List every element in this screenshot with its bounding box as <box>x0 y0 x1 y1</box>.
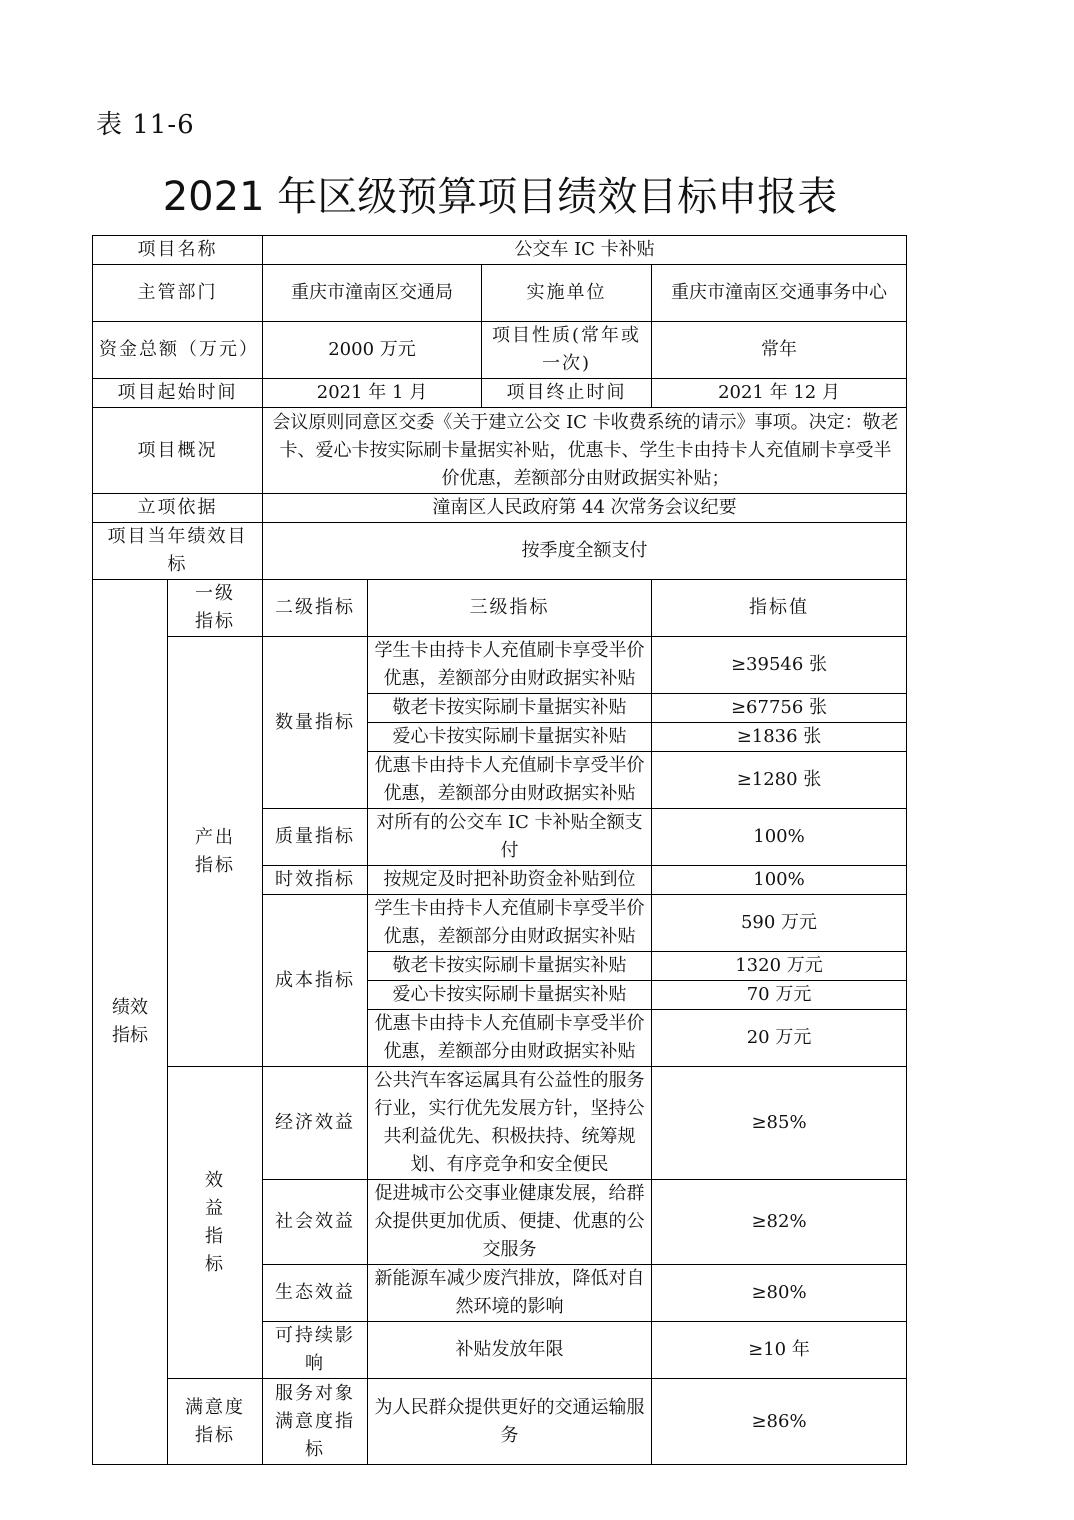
indicator-text: 为人民群众提供更好的交通运输服务 <box>368 1379 652 1465</box>
overview-row <box>93 408 907 494</box>
funds-label: 资金总额（万元） <box>93 322 263 379</box>
basis-row <box>93 494 907 523</box>
indicator-value: ≥82% <box>652 1180 907 1265</box>
table-row <box>93 637 907 694</box>
indicator-value: ≥67756 张 <box>652 694 907 723</box>
document-title: 2021 年区级预算项目绩效目标申报表 <box>162 174 838 220</box>
indicator-text: 学生卡由持卡人充值刷卡享受半价优惠，差额部分由财政据实补贴 <box>368 637 652 694</box>
start-value: 2021 年 1 月 <box>263 379 482 408</box>
level1-header: 一级指标 <box>168 580 263 637</box>
basis-value: 潼南区人民政府第 44 次常务会议纪要 <box>263 494 907 523</box>
project-name-row <box>93 236 907 265</box>
indicator-text: 公共汽车客运属具有公益性的服务行业，实行优先发展方针，坚持公共利益优先、积极扶持、统筹规划、有序竞争和安全便民 <box>368 1067 652 1180</box>
indicator-text: 爱心卡按实际刷卡量据实补贴 <box>368 981 652 1010</box>
economic-benefit-label: 经济效益 <box>263 1067 368 1180</box>
indicator-text: 优惠卡由持卡人充值刷卡享受半价优惠，差额部分由财政据实补贴 <box>368 1010 652 1067</box>
indicator-value: 590 万元 <box>652 895 907 952</box>
unit-value: 重庆市潼南区交通事务中心 <box>652 265 907 322</box>
social-benefit-label: 社会效益 <box>263 1180 368 1265</box>
table-row <box>93 1067 907 1180</box>
period-row <box>93 379 907 408</box>
indicator-value: 70 万元 <box>652 981 907 1010</box>
indicator-value: 1320 万元 <box>652 952 907 981</box>
start-label: 项目起始时间 <box>93 379 263 408</box>
indicator-text: 敬老卡按实际刷卡量据实补贴 <box>368 694 652 723</box>
overview-label: 项目概况 <box>93 408 263 494</box>
level3-header: 三级指标 <box>368 580 652 637</box>
indicator-value: ≥10 年 <box>652 1322 907 1379</box>
indicator-value: 20 万元 <box>652 1010 907 1067</box>
performance-indicators-label: 绩效指标 <box>93 580 168 1465</box>
funds-row <box>93 322 907 379</box>
indicator-header-row <box>93 580 907 637</box>
level2-header: 二级指标 <box>263 580 368 637</box>
annual-goal-row <box>93 523 907 580</box>
project-name-label: 项目名称 <box>93 236 263 265</box>
indicator-text: 按规定及时把补助资金补贴到位 <box>368 866 652 895</box>
output-indicators-label: 产出指标 <box>168 637 263 1067</box>
ecological-benefit-label: 生态效益 <box>263 1265 368 1322</box>
indicator-text: 敬老卡按实际刷卡量据实补贴 <box>368 952 652 981</box>
benefit-indicators-label: 效益指标 <box>168 1067 263 1379</box>
indicator-text: 促进城市公交事业健康发展，给群众提供更加优质、便捷、优惠的公交服务 <box>368 1180 652 1265</box>
end-label: 项目终止时间 <box>482 379 652 408</box>
quality-indicator-label: 质量指标 <box>263 809 368 866</box>
indicator-value: ≥1836 张 <box>652 723 907 752</box>
indicator-value: ≥86% <box>652 1379 907 1465</box>
overview-text: 会议原则同意区交委《关于建立公交 IC 卡收费系统的请示》事项。决定：敬老卡、爱心卡按实际刷卡量据实补贴，优惠卡、学生卡由持卡人充值刷卡享受半价优惠，差额部分由财政据实补贴； <box>263 408 907 494</box>
table-number: 表 11-6 <box>96 110 195 140</box>
dept-value: 重庆市潼南区交通局 <box>263 265 482 322</box>
quantity-indicator-label: 数量指标 <box>263 637 368 809</box>
basis-label: 立项依据 <box>93 494 263 523</box>
end-value: 2021 年 12 月 <box>652 379 907 408</box>
indicator-text: 爱心卡按实际刷卡量据实补贴 <box>368 723 652 752</box>
unit-label: 实施单位 <box>482 265 652 322</box>
nature-label: 项目性质(常年或一次) <box>482 322 652 379</box>
value-header: 指标值 <box>652 580 907 637</box>
indicator-text: 学生卡由持卡人充值刷卡享受半价优惠，差额部分由财政据实补贴 <box>368 895 652 952</box>
indicator-text: 对所有的公交车 IC 卡补贴全额支付 <box>368 809 652 866</box>
service-satisfaction-label: 服务对象满意度指标 <box>263 1379 368 1465</box>
nature-value: 常年 <box>652 322 907 379</box>
timeliness-indicator-label: 时效指标 <box>263 866 368 895</box>
project-name-value: 公交车 IC 卡补贴 <box>263 236 907 265</box>
sustainable-impact-label: 可持续影响 <box>263 1322 368 1379</box>
indicator-value: ≥1280 张 <box>652 752 907 809</box>
annual-goal-value: 按季度全额支付 <box>263 523 907 580</box>
indicator-value: 100% <box>652 866 907 895</box>
funds-value: 2000 万元 <box>263 322 482 379</box>
department-row <box>93 265 907 322</box>
satisfaction-indicators-label: 满意度指标 <box>168 1379 263 1465</box>
annual-goal-label: 项目当年绩效目标 <box>93 523 263 580</box>
indicator-text: 新能源车减少废汽排放，降低对自然环境的影响 <box>368 1265 652 1322</box>
indicator-value: 100% <box>652 809 907 866</box>
indicator-text: 补贴发放年限 <box>368 1322 652 1379</box>
table-row <box>93 1379 907 1465</box>
indicator-text: 优惠卡由持卡人充值刷卡享受半价优惠，差额部分由财政据实补贴 <box>368 752 652 809</box>
indicator-value: ≥80% <box>652 1265 907 1322</box>
indicator-value: ≥39546 张 <box>652 637 907 694</box>
indicator-value: ≥85% <box>652 1067 907 1180</box>
performance-target-table <box>92 235 907 1465</box>
dept-label: 主管部门 <box>93 265 263 322</box>
cost-indicator-label: 成本指标 <box>263 895 368 1067</box>
